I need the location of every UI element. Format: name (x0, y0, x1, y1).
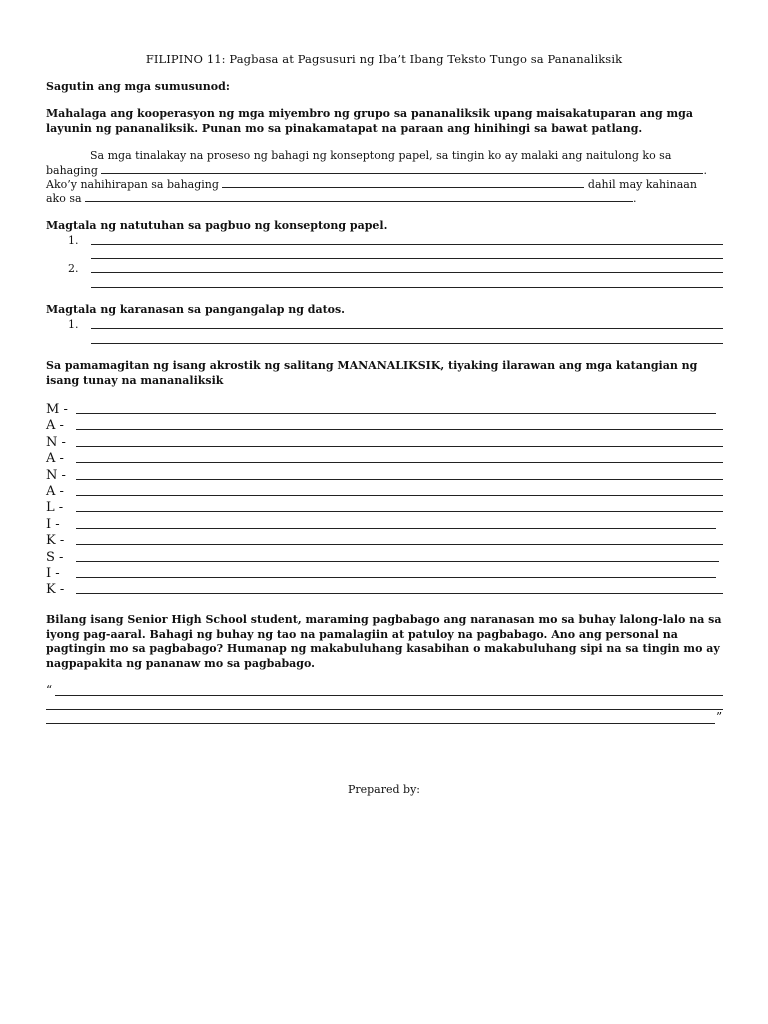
akrostik-line[interactable] (76, 561, 719, 562)
akrostik-row (46, 418, 724, 434)
akrostik-row (46, 435, 724, 451)
section1-para-line1: Sa mga tinalakay na proseso ng bahagi ng konseptong papel, sa tingin ko ay malaki ang naitulong ko sa (90, 149, 672, 162)
page-title: FILIPINO 11: Pagbasa at Pagsusuri ng Iba’t Ibang Teksto Tungo sa Pananaliksik (145, 52, 623, 66)
akrostik-line[interactable] (76, 593, 723, 594)
akrostik-letter: A - (46, 483, 64, 499)
akrostik-letter: I - (46, 565, 60, 581)
prepared-by: Prepared by: (347, 783, 421, 796)
quote-line-2[interactable] (46, 709, 723, 710)
akrostik-line[interactable] (76, 544, 723, 545)
section3-item-1-line-b[interactable] (91, 343, 723, 344)
instructions-heading: Sagutin ang mga sumusunod: (46, 80, 230, 93)
akrostik-row (46, 484, 724, 500)
akrostik-row (46, 582, 724, 598)
period: . (703, 164, 707, 177)
akrostik-letter: K - (46, 582, 65, 598)
open-quote: “ (46, 683, 53, 697)
blank-hirap[interactable] (222, 177, 584, 188)
blank-bahaging[interactable] (101, 163, 703, 174)
akrostik-row (46, 500, 724, 516)
akrostik-row (46, 550, 724, 566)
akrostik-letter: A - (46, 418, 64, 434)
akrostik-row (46, 402, 724, 418)
akrostik-row (46, 517, 724, 533)
section2-heading: Magtala ng natutuhan sa pagbuo ng konseptong papel. (46, 219, 388, 232)
section4-heading: Sa pamamagitan ng isang akrostik ng salitang MANANALIKSIK, tiyaking ilarawan ang mga katangian ng isang tunay na mananaliksik (46, 359, 698, 387)
section2-item-1-line-a[interactable] (91, 244, 723, 245)
section2-item-1-line-b[interactable] (91, 258, 723, 259)
akrostik-row (46, 533, 724, 549)
label-hirap: Ako’y nahihirapan sa bahaging (46, 178, 219, 191)
section3-item-1-line-a[interactable] (91, 328, 723, 329)
close-quote: ” (716, 710, 723, 724)
akrostik-line[interactable] (76, 511, 723, 512)
akrostik-letter: M - (46, 402, 68, 417)
akrostik-line[interactable] (76, 446, 723, 447)
akrostik-letter: I - (46, 516, 60, 532)
akrostik-letter: S - (46, 549, 64, 565)
akrostik-letter: L - (46, 500, 64, 516)
akrostik-line[interactable] (76, 528, 716, 529)
section3-heading: Magtala ng karanasan sa pangangalap ng datos. (46, 303, 346, 316)
akrostik-list (46, 402, 724, 599)
section2-item-2-line-a[interactable] (91, 272, 723, 273)
akrostik-row (46, 451, 724, 467)
label-dahil: dahil may kahinaan (587, 178, 697, 191)
akrostik-letter: A - (46, 451, 64, 467)
section1-line-kahinaan (46, 191, 724, 207)
akrostik-row (46, 468, 724, 484)
akrostik-line[interactable] (76, 577, 716, 578)
akrostik-letter: N - (46, 467, 66, 483)
akrostik-line[interactable] (76, 495, 723, 496)
period: . (633, 192, 637, 205)
section3-item-1-number: 1. (68, 318, 79, 331)
label-ako-sa: ako sa (46, 192, 82, 205)
section2-item-2-line-b[interactable] (91, 287, 723, 288)
akrostik-line[interactable] (76, 462, 723, 463)
blank-kahinaan[interactable] (85, 191, 633, 202)
quote-line-1[interactable] (55, 695, 723, 696)
section2-item-2-number: 2. (68, 262, 79, 275)
akrostik-letter: N - (46, 434, 66, 450)
akrostik-line[interactable] (76, 479, 723, 480)
akrostik-line[interactable] (76, 413, 716, 414)
quote-line-3[interactable] (46, 723, 715, 724)
section1-intro: Mahalaga ang kooperasyon ng mga miyembro ng grupo sa pananaliksik upang maisakatuparan ang mga layunin ng pananaliksik. Punan mo sa pinakamatapat na paraan ang hinihingi sa bawat patlang. (46, 107, 693, 135)
akrostik-letter: K - (46, 533, 65, 549)
section2-item-1-number: 1. (68, 234, 79, 247)
akrostik-line[interactable] (76, 429, 723, 430)
label-bahaging: bahaging (46, 164, 98, 177)
section5-heading: Bilang isang Senior High School student, maraming pagbabago ang naranasan mo sa buhay lalong-lalo na sa iyong pag-aaral. Bahagi ng buhay ng tao na pamalagiin at patuloy na pagbabago. Ano ang personal na pagtingin mo sa pagbabago? Humanap ng makabuluhang kasabihan o makabuluhang sipi na sa tingin mo ay nagpapakita ng pananaw mo sa pagbabago. (46, 613, 722, 670)
akrostik-row (46, 566, 724, 582)
